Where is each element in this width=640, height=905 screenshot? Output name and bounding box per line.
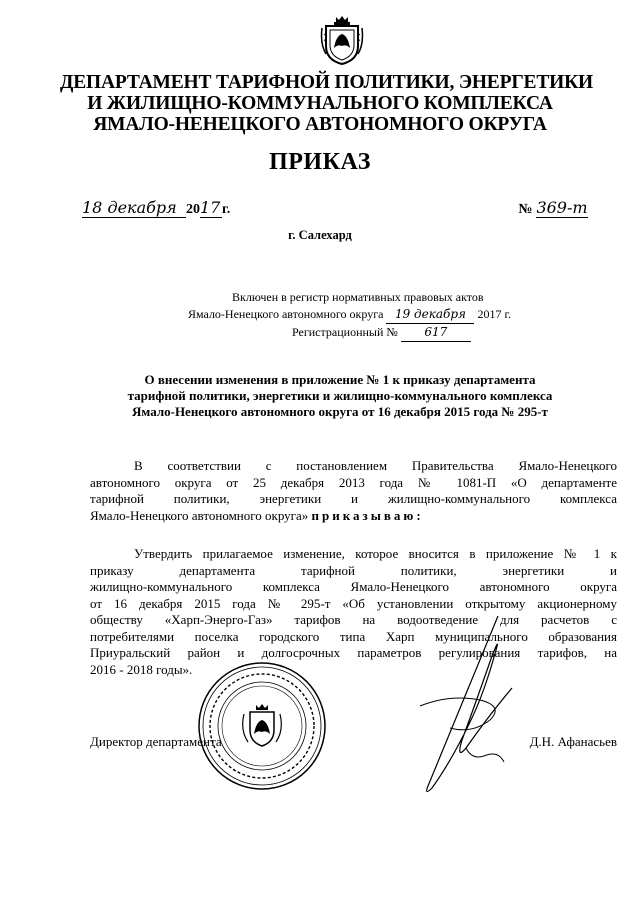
document-type: ПРИКАЗ: [269, 149, 371, 175]
order-line-5: обществу «Харп-Энерго-Газ» тарифов на водоотведение для расчетов с: [90, 612, 617, 627]
handwritten-signature-icon: [380, 610, 530, 800]
order-line-2: приказу департамента тарифной политики, энергетики и: [90, 562, 617, 578]
order-line-3: жилищно-коммунального комплекса Ямало-Ненецкого автономного округа: [90, 579, 617, 594]
preamble-line-1: В соответствии с постановлением Правительства Ямало-Ненецкого: [134, 458, 617, 473]
coat-of-arms-icon: [320, 14, 364, 66]
order-keyword: приказываю:: [311, 507, 424, 523]
order-date: [82, 198, 230, 218]
registry-line-2-prefix: Ямало-Ненецкого автономного округа: [188, 307, 384, 321]
registry-line-2: [188, 306, 548, 324]
order-number-value: 369-т: [536, 198, 588, 217]
preamble-line-4: [90, 508, 617, 525]
registry-number-value: 617: [401, 324, 471, 342]
subject-line-1: О внесении изменения в приложение № 1 к приказу департамента: [144, 372, 536, 387]
preamble-line-2: автономного округа от 25 декабря 2013 года № 1081-П «О департаменте: [90, 474, 617, 490]
department-title-line-1: ДЕПАРТАМЕНТ ТАРИФНОЙ ПОЛИТИКИ, ЭНЕРГЕТИКИ: [60, 72, 594, 93]
subject-line-3: Ямало-Ненецкого автономного округа от 16 декабря 2015 года № 295-т: [132, 404, 548, 419]
signatory-name: Д.Н. Афанасьев: [529, 734, 617, 749]
order-line-8: 2016 - 2018 годы».: [90, 661, 193, 677]
registry-line-2-suffix: 2017 г.: [477, 307, 512, 321]
order-date-tail: г.: [222, 202, 231, 217]
order-line-1: Утвердить прилагаемое изменение, которое вносится в приложение № 1 к: [134, 546, 617, 561]
department-title-line-2: И ЖИЛИЩНО-КОММУНАЛЬНОГО КОМПЛЕКСА: [87, 93, 553, 114]
department-title-line-3: ЯМАЛО-НЕНЕЦКОГО АВТОНОМНОГО ОКРУГА: [93, 114, 547, 135]
department-title: [60, 72, 594, 135]
order-paragraph: [90, 546, 617, 678]
subject-line-2: тарифной политики, энергетики и жилищно-коммунального комплекса: [127, 388, 553, 403]
order-line-7: Приуральский район и долгосрочных параметров регулирования тарифов, на: [90, 645, 617, 660]
order-line-4: от 16 декабря 2015 года № 295-т «Об установлении открытому акционерному: [90, 595, 617, 611]
preamble-paragraph: [90, 458, 617, 524]
order-number-label: №: [518, 202, 533, 217]
order-number: [518, 198, 588, 218]
registry-number-label: Регистрационный №: [292, 325, 398, 339]
signatory-position: Директор департамента: [90, 734, 222, 749]
registry-note: [188, 289, 548, 342]
registry-line-1: Включен в регистр нормативных правовых актов: [232, 290, 484, 304]
order-date-year-prefix: 20: [186, 202, 200, 217]
city: г. Салехард: [288, 228, 352, 242]
registry-date-handwritten: 19 декабря: [386, 306, 474, 324]
registry-line-3: [188, 324, 548, 342]
preamble-line-3: тарифной политики, энергетики и жилищно-коммунального комплекса: [90, 491, 617, 506]
order-subject: [90, 372, 590, 420]
preamble-line-4-text: Ямало-Ненецкого автономного округа»: [90, 507, 309, 523]
order-line-6: потребителями поселка городского типа Харп муниципального образования: [90, 628, 617, 644]
official-seal-icon: [196, 660, 328, 792]
order-date-handwritten: 18 декабря: [82, 198, 186, 218]
order-date-year-suffix: 17: [200, 198, 221, 217]
